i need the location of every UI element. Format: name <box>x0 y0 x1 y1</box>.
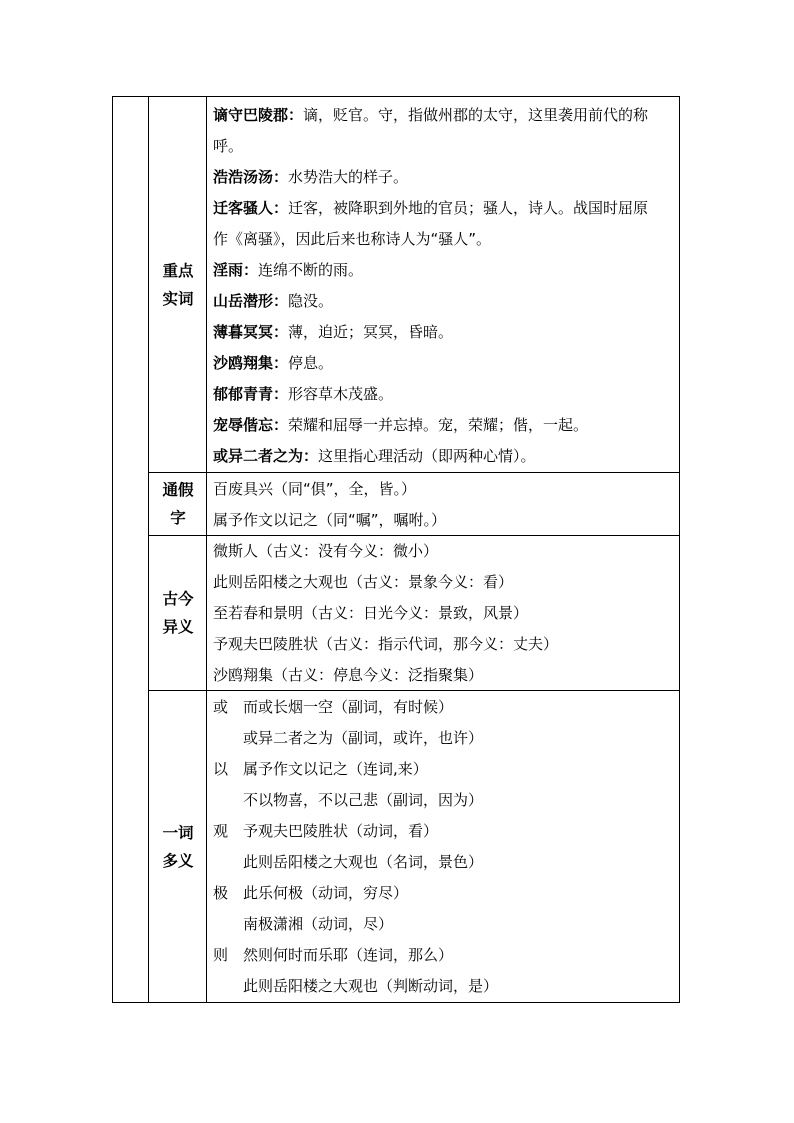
notes-table <box>112 96 680 1003</box>
duoyi-line <box>213 976 498 996</box>
label-line: 异义 <box>162 618 194 636</box>
duoyi-line <box>213 852 483 872</box>
usage: 不以物喜，不以己悲（副词，因为） <box>243 791 484 809</box>
duoyi-line <box>213 790 483 810</box>
term: 郁郁青青： <box>213 385 289 403</box>
section-label-gujin <box>149 536 207 690</box>
shici-line <box>213 167 408 187</box>
row-divider-3 <box>149 690 679 691</box>
gujin-line: 至若春和景明（古义：日光今义：景致，风景） <box>213 604 529 622</box>
usage: 南极潇湘（动词，尽） <box>243 915 394 933</box>
section-label-shici <box>149 97 207 472</box>
usage: 此则岳阳楼之大观也（判断动词，是） <box>243 977 499 995</box>
label-line: 多义 <box>162 852 194 870</box>
shici-line <box>213 260 363 280</box>
tongjia-line: 百废具兴（同“俱”，全，皆。） <box>213 480 417 498</box>
tongjia-line: 属予作文以记之（同“嘱”，嘱咐。） <box>213 511 447 529</box>
usage: 属予作文以记之（连词,来） <box>243 760 428 778</box>
usage: 或异二者之为（副词，或许，也许） <box>243 729 484 747</box>
polysemy-key: 或 <box>213 698 229 716</box>
gujin-line: 沙鸥翔集（古义：停息今义：泛指聚集） <box>213 666 484 684</box>
shici-line <box>213 446 536 466</box>
gujin-line: 微斯人（古义：没有今义：微小） <box>213 542 439 560</box>
label-line: 字 <box>170 509 186 527</box>
term: 迁客骚人： <box>213 199 289 217</box>
term: 沙鸥翔集： <box>213 354 289 372</box>
polysemy-key: 极 <box>213 884 229 902</box>
usage: 予观夫巴陵胜状（动词，看） <box>243 822 439 840</box>
label-line: 古今 <box>162 590 194 608</box>
section-label-duoyi <box>149 691 207 1003</box>
definition: 形容草木茂盛。 <box>288 385 394 403</box>
usage: 然则何时而乐耶（连词，那么） <box>243 946 454 964</box>
definition: 薄，迫近；冥冥，昏暗。 <box>288 323 454 341</box>
row-divider-2 <box>149 535 679 536</box>
term: 谪守巴陵郡： <box>213 106 304 124</box>
label-line: 通假 <box>162 481 194 499</box>
label-line: 重点 <box>162 261 194 280</box>
label-line: 一词 <box>162 824 194 842</box>
duoyi-line <box>213 821 438 841</box>
definition: 连绵不断的雨。 <box>258 261 364 279</box>
label-line: 实词 <box>162 289 194 308</box>
usage: 此乐何极（动词，穷尽） <box>243 884 409 902</box>
shici-line <box>213 322 453 342</box>
definition: 呼。 <box>213 137 244 155</box>
shici-line <box>213 291 333 311</box>
duoyi-line <box>213 728 483 748</box>
duoyi-line <box>213 759 428 779</box>
definition: 谪，贬官。守，指做州郡的太守，这里袭用前代的称 <box>303 106 649 124</box>
polysemy-key: 以 <box>213 760 229 778</box>
duoyi-line <box>213 914 393 934</box>
term: 薄暮冥冥： <box>213 323 289 341</box>
definition: 荣耀和屈辱一并忘掉。宠，荣耀；偕，一起。 <box>288 416 589 434</box>
shici-line <box>213 415 588 435</box>
shici-line <box>213 136 243 156</box>
term: 宠辱偕忘： <box>213 416 289 434</box>
gujin-line: 予观夫巴陵胜状（古义：指示代词，那今义：丈夫） <box>213 635 559 653</box>
polysemy-key: 则 <box>213 946 229 964</box>
duoyi-line <box>213 697 453 717</box>
polysemy-key: 观 <box>213 822 229 840</box>
definition: 这里指心理活动（即两种心情）。 <box>318 447 536 465</box>
term: 淫雨： <box>213 261 259 279</box>
definition: 作《离骚》，因此后来也称诗人为“骚人”。 <box>213 230 492 248</box>
term: 或异二者之为： <box>213 447 319 465</box>
duoyi-line <box>213 945 453 965</box>
term: 山岳潜形： <box>213 292 289 310</box>
gujin-line: 此则岳阳楼之大观也（古义：景象今义：看） <box>213 573 514 591</box>
row-divider-1 <box>149 472 679 473</box>
usage: 此则岳阳楼之大观也（名词，景色） <box>243 853 484 871</box>
duoyi-line <box>213 883 408 903</box>
shici-line <box>213 198 648 218</box>
definition: 隐没。 <box>288 292 334 310</box>
usage: 而或长烟一空（副词，有时候） <box>243 698 454 716</box>
section-label-tongjia <box>149 473 207 535</box>
shici-line <box>213 353 333 373</box>
definition: 迁客，被降职到外地的官员；骚人，诗人。战国时屈原 <box>288 199 649 217</box>
definition: 水势浩大的样子。 <box>288 168 409 186</box>
term: 浩浩汤汤： <box>213 168 289 186</box>
shici-line <box>213 384 393 404</box>
shici-line <box>213 105 648 125</box>
definition: 停息。 <box>288 354 334 372</box>
shici-line <box>213 229 491 249</box>
